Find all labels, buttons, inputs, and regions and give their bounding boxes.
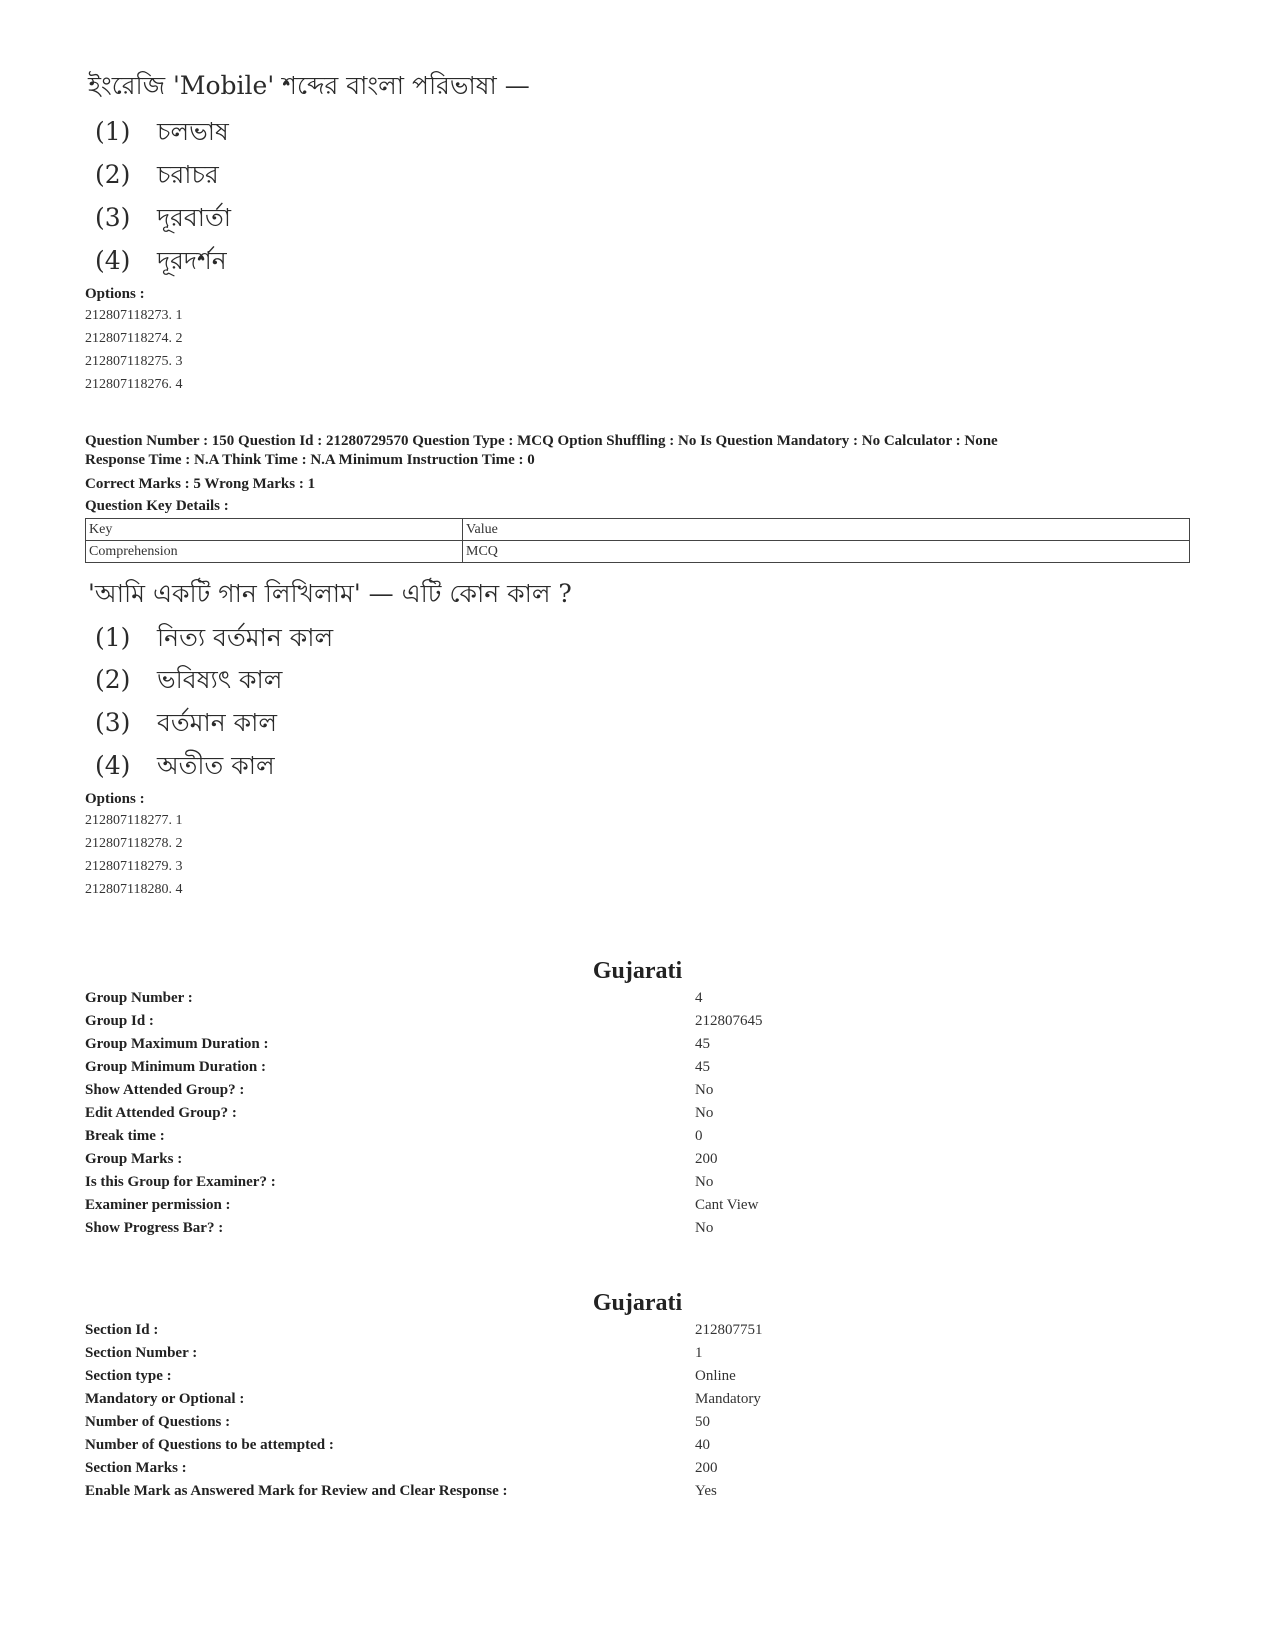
section-detail-value: Mandatory	[695, 1391, 761, 1407]
option-text: চলভাষ	[157, 117, 229, 146]
group-detail-value: 0	[695, 1128, 703, 1144]
option-id: 212807118278. 2	[85, 836, 183, 851]
group-detail-value: 45	[695, 1059, 710, 1075]
section-detail-value: 1	[695, 1345, 703, 1361]
table-header-cell: Key	[86, 519, 463, 541]
group-detail-row	[85, 1101, 1185, 1125]
group-detail-key: Break time :	[85, 1128, 165, 1144]
group-title: Gujarati	[592, 958, 683, 984]
group-detail-value: 212807645	[695, 1013, 763, 1029]
section-detail-value: 200	[695, 1460, 718, 1476]
option-id-list	[85, 809, 182, 901]
section-detail-value: 40	[695, 1437, 710, 1453]
group-detail-key: Edit Attended Group? :	[85, 1105, 237, 1121]
question-meta-line-1: Question Number : 150 Question Id : 21280729570 Question Type : MCQ Option Shuffling : No Is Question Mandatory : No Calculator : None	[85, 433, 998, 449]
group-detail-key: Group Number :	[85, 990, 193, 1006]
option-number: (1)	[95, 117, 131, 146]
group-detail-row	[85, 1009, 1185, 1033]
option-text: নিত্য বর্তমান কাল	[157, 623, 334, 652]
question-2-option	[95, 703, 277, 746]
group-detail-key: Show Progress Bar? :	[85, 1220, 224, 1236]
option-id-list	[85, 304, 182, 396]
section-detail-key: Section Number :	[85, 1345, 198, 1361]
option-text: দূরদর্শন	[157, 246, 227, 275]
question-key-table	[85, 518, 1190, 563]
group-detail-row	[85, 1193, 1185, 1217]
group-detail-key: Examiner permission :	[85, 1197, 231, 1213]
group-detail-row	[85, 1216, 1185, 1240]
section-detail-row	[85, 1433, 1185, 1457]
question-2-text: 'আমি একটি গান লিখিলাম' — এটি কোন কাল ?	[88, 579, 572, 608]
group-detail-key: Group Id :	[85, 1013, 154, 1029]
table-header-row	[86, 519, 1190, 541]
options-label: Options :	[85, 286, 145, 302]
group-detail-key: Is this Group for Examiner? :	[85, 1174, 276, 1190]
group-detail-value: No	[695, 1105, 714, 1121]
group-detail-key: Group Maximum Duration :	[85, 1036, 269, 1052]
section-detail-value: Yes	[695, 1483, 717, 1499]
group-detail-value: No	[695, 1082, 714, 1098]
option-number: (1)	[95, 623, 131, 652]
group-detail-key: Group Minimum Duration :	[85, 1059, 266, 1075]
question-marks: Correct Marks : 5 Wrong Marks : 1	[85, 476, 316, 492]
question-1-option	[95, 155, 219, 198]
question-1-text: ইংরেজি 'Mobile' শব্দের বাংলা পরিভাষা —	[88, 71, 530, 100]
question-2-option	[95, 618, 333, 661]
group-detail-value: 200	[695, 1151, 718, 1167]
section-detail-value: 50	[695, 1414, 710, 1430]
section-detail-key: Mandatory or Optional :	[85, 1391, 245, 1407]
options-label: Options :	[85, 791, 145, 807]
option-number: (2)	[95, 665, 131, 694]
section-detail-row	[85, 1341, 1185, 1365]
option-number: (3)	[95, 708, 131, 737]
section-detail-key: Section type :	[85, 1368, 172, 1384]
section-title: Gujarati	[592, 1290, 683, 1316]
section-detail-row	[85, 1410, 1185, 1434]
option-number: (4)	[95, 246, 131, 275]
question-key-details-label: Question Key Details :	[85, 498, 229, 514]
question-meta	[85, 432, 1195, 470]
section-detail-row	[85, 1456, 1185, 1480]
question-1-option	[95, 198, 231, 241]
group-detail-row	[85, 1170, 1185, 1194]
question-meta-line-2: Response Time : N.A Think Time : N.A Minimum Instruction Time : 0	[85, 452, 535, 468]
group-detail-row	[85, 1055, 1185, 1079]
question-1-option	[95, 112, 229, 155]
option-text: দূরবার্তা	[157, 203, 232, 232]
section-detail-value: 212807751	[695, 1322, 763, 1338]
option-text: বর্তমান কাল	[157, 708, 278, 737]
section-detail-key: Number of Questions :	[85, 1414, 231, 1430]
section-detail-row	[85, 1364, 1185, 1388]
option-number: (3)	[95, 203, 131, 232]
option-id: 212807118273. 1	[85, 308, 183, 323]
section-detail-value: Online	[695, 1368, 736, 1384]
section-detail-row	[85, 1479, 1185, 1503]
table-cell: MCQ	[463, 541, 1190, 563]
group-detail-value: No	[695, 1220, 714, 1236]
option-number: (4)	[95, 751, 131, 780]
option-id: 212807118280. 4	[85, 882, 183, 897]
option-text: ভবিষ্যৎ কাল	[157, 665, 283, 694]
group-detail-key: Group Marks :	[85, 1151, 183, 1167]
group-detail-row	[85, 986, 1185, 1010]
table-cell: Comprehension	[86, 541, 463, 563]
section-detail-key: Section Id :	[85, 1322, 159, 1338]
option-text: চরাচর	[157, 160, 219, 189]
group-detail-row	[85, 1147, 1185, 1171]
option-id: 212807118277. 1	[85, 813, 183, 828]
section-detail-key: Number of Questions to be attempted :	[85, 1437, 334, 1453]
group-detail-value: Cant View	[695, 1197, 759, 1213]
table-header-cell: Value	[463, 519, 1190, 541]
group-detail-row	[85, 1032, 1185, 1056]
group-detail-value: 45	[695, 1036, 710, 1052]
option-number: (2)	[95, 160, 131, 189]
option-id: 212807118274. 2	[85, 331, 183, 346]
group-detail-value: No	[695, 1174, 714, 1190]
section-detail-key: Enable Mark as Answered Mark for Review and Clear Response :	[85, 1483, 508, 1499]
section-detail-key: Section Marks :	[85, 1460, 187, 1476]
group-detail-key: Show Attended Group? :	[85, 1082, 245, 1098]
option-id: 212807118279. 3	[85, 859, 183, 874]
table-row	[86, 541, 1190, 563]
question-2-option	[95, 746, 275, 789]
question-2-option	[95, 660, 282, 703]
option-text: অতীত কাল	[157, 751, 275, 780]
group-detail-row	[85, 1078, 1185, 1102]
question-1-option	[95, 241, 227, 284]
option-id: 212807118275. 3	[85, 354, 183, 369]
section-detail-row	[85, 1318, 1185, 1342]
option-id: 212807118276. 4	[85, 377, 183, 392]
group-detail-value: 4	[695, 990, 703, 1006]
group-detail-row	[85, 1124, 1185, 1148]
section-detail-row	[85, 1387, 1185, 1411]
